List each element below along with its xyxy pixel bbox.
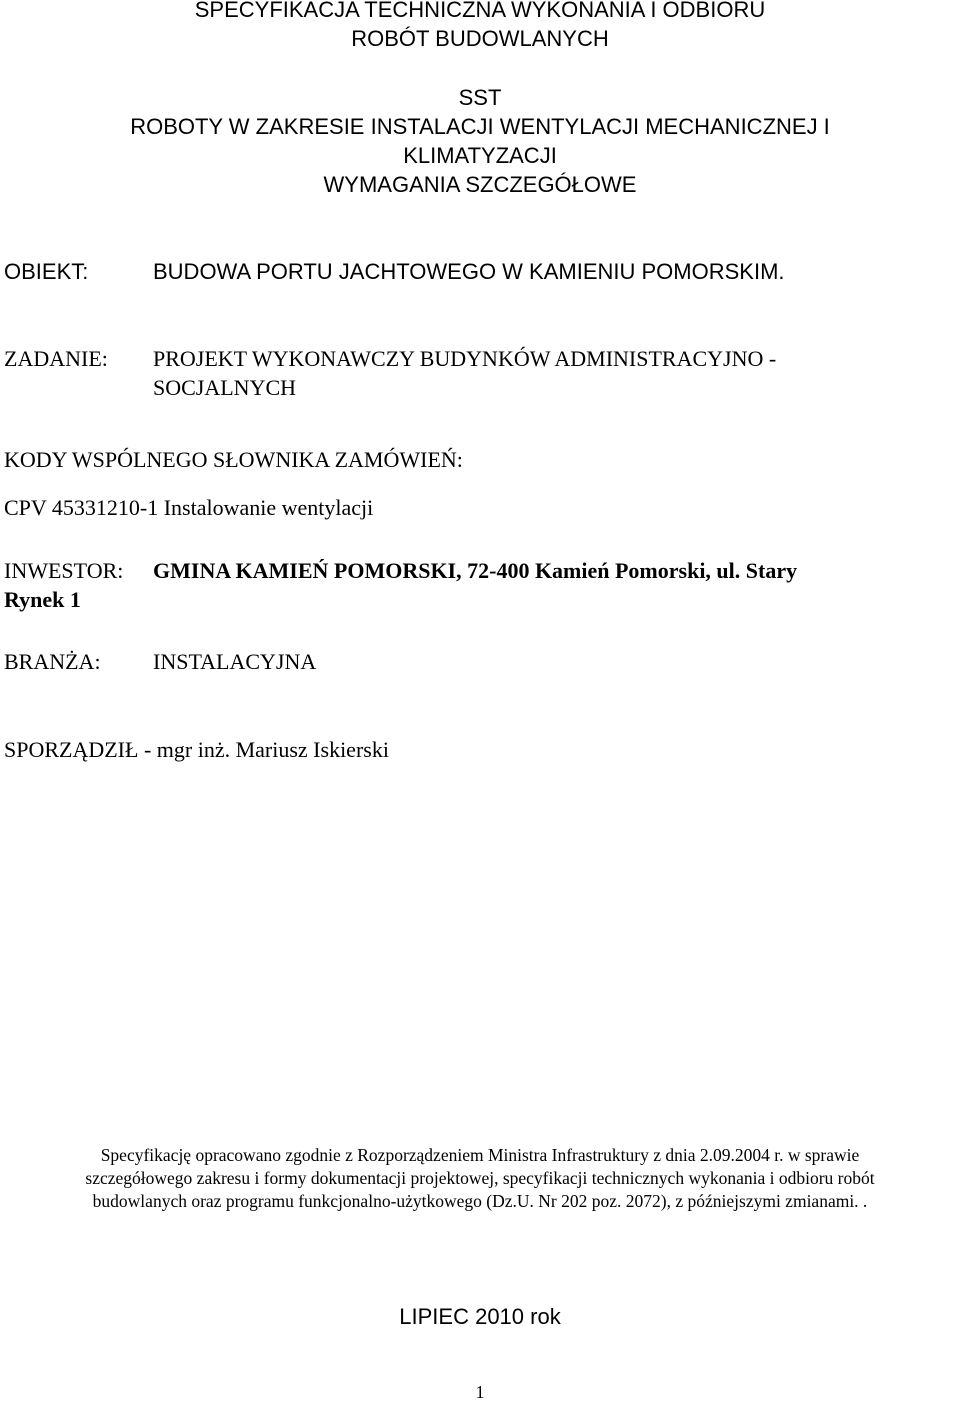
legal-note-line-3: budowlanych oraz programu funkcjonalno-użytkowego (Dz.U. Nr 202 poz. 2072), z późniejszymi zmianami. . bbox=[92, 1191, 868, 1211]
sst-label: SST bbox=[458, 85, 502, 110]
obiekt-label: OBIEKT: bbox=[4, 259, 89, 284]
subtitle-line-1: ROBOTY W ZAKRESIE INSTALACJI WENTYLACJI MECHANICZNEJ I bbox=[130, 114, 830, 139]
branza-label: BRANŻA: bbox=[4, 649, 101, 674]
author-line: SPORZĄDZIŁ - mgr inż. Mariusz Iskierski bbox=[4, 737, 389, 762]
zadanie-value-line-2: SOCJALNYCH bbox=[153, 375, 297, 400]
document-date: LIPIEC 2010 rok bbox=[399, 1304, 561, 1329]
kody-label: KODY WSPÓLNEGO SŁOWNIKA ZAMÓWIEŃ: bbox=[4, 447, 463, 472]
title-line-1: SPECYFIKACJA TECHNICZNA WYKONANIA I ODBIORU bbox=[194, 0, 766, 22]
title-line-2: ROBÓT BUDOWLANYCH bbox=[351, 26, 609, 51]
inwestor-value-line-1: GMINA KAMIEŃ POMORSKI, 72-400 Kamień Pomorski, ul. Stary bbox=[153, 558, 798, 583]
branza-value: INSTALACYJNA bbox=[153, 649, 317, 674]
inwestor-label: INWESTOR: bbox=[4, 558, 124, 583]
subtitle-line-3: WYMAGANIA SZCZEGÓŁOWE bbox=[323, 172, 637, 197]
subtitle-line-2: KLIMATYZACJI bbox=[403, 143, 557, 168]
inwestor-value-line-2: Rynek 1 bbox=[4, 587, 81, 612]
zadanie-value-line-1: PROJEKT WYKONAWCZY BUDYNKÓW ADMINISTRACYJNO - bbox=[153, 346, 777, 371]
obiekt-value: BUDOWA PORTU JACHTOWEGO W KAMIENIU POMORSKIM. bbox=[153, 259, 785, 284]
zadanie-label: ZADANIE: bbox=[4, 346, 108, 371]
page-number: 1 bbox=[475, 1382, 485, 1402]
legal-note-line-1: Specyfikację opracowano zgodnie z Rozporządzeniem Ministra Infrastruktury z dnia 2.09.2004 r. w sprawie bbox=[100, 1145, 860, 1165]
cpv-code: CPV 45331210-1 Instalowanie wentylacji bbox=[4, 495, 374, 520]
legal-note-line-2: szczegółowego zakresu i formy dokumentacji projektowej, specyfikacji technicznych wykonania i odbioru robót bbox=[85, 1168, 875, 1188]
